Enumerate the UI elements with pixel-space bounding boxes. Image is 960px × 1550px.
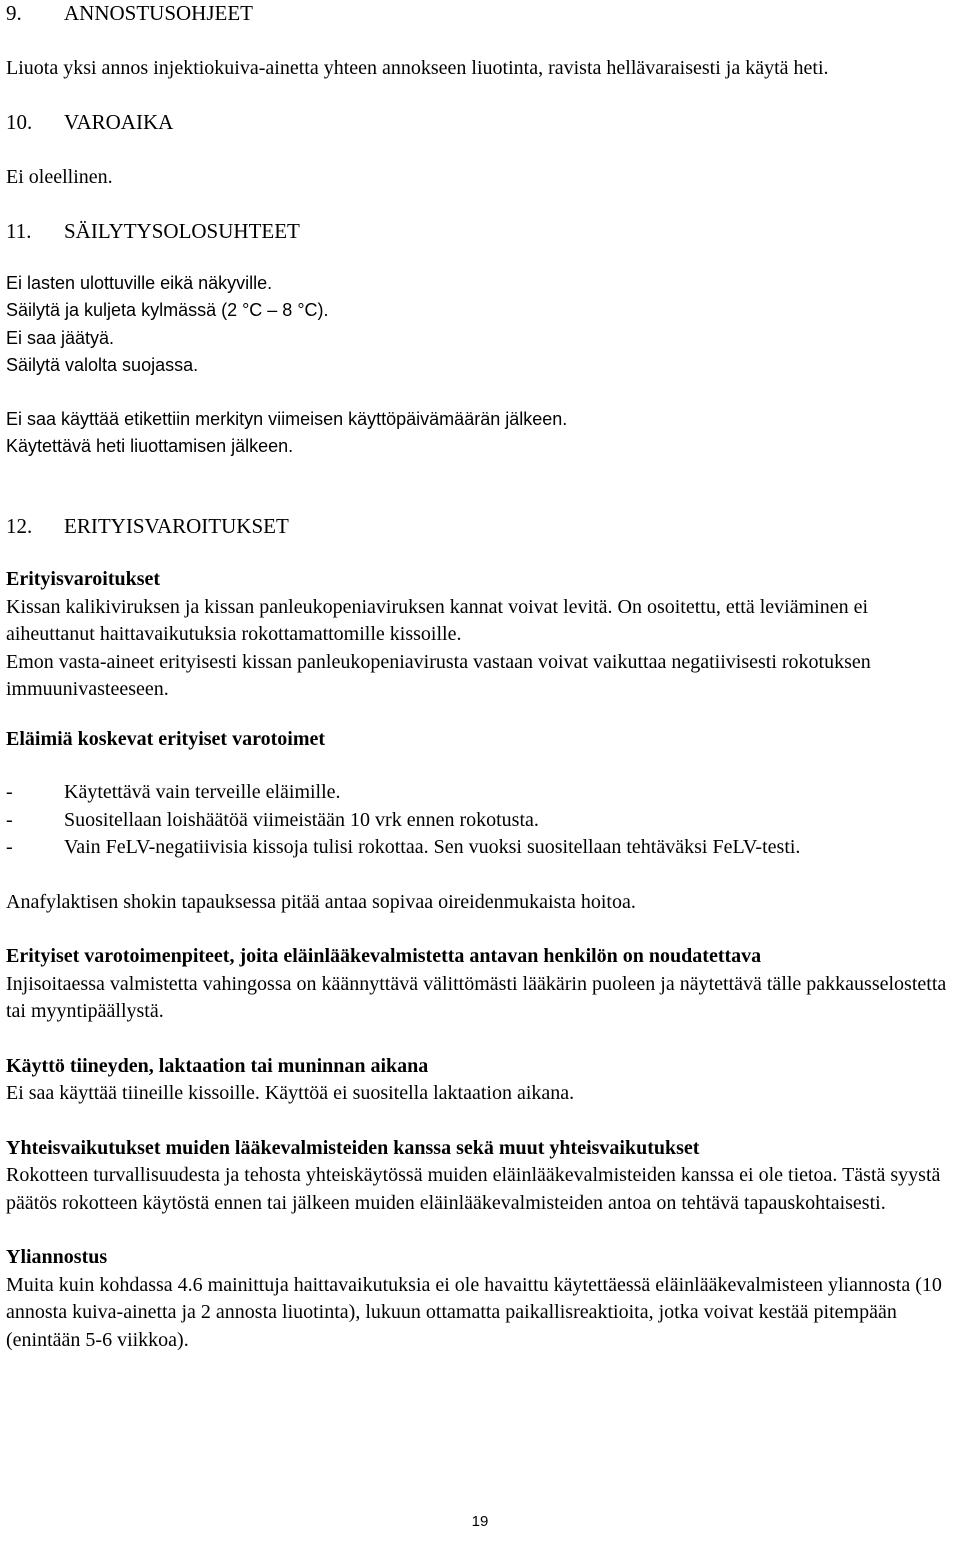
- subheading-special-warnings: Erityisvaroitukset: [6, 568, 161, 590]
- list-item: [6, 834, 954, 862]
- precautions-list: [6, 779, 954, 862]
- paragraph: Anafylaktisen shokin tapauksessa pitää antaa sopivaa oireidenmukaista hoitoa.: [6, 890, 636, 913]
- bullet-dash: -: [6, 808, 13, 831]
- section-number: 11.: [6, 219, 32, 243]
- storage-line: Käytettävä heti liuottamisen jälkeen.: [6, 436, 294, 456]
- section-11-heading: [6, 218, 954, 246]
- section-title: ERITYISVAROITUKSET: [64, 513, 289, 538]
- storage-line: Ei saa jäätyä.: [6, 327, 115, 348]
- section-number: 10.: [6, 110, 33, 134]
- section-9-heading: [6, 0, 954, 28]
- list-item: [6, 779, 954, 807]
- section-title: SÄILYTYSOLOSUHTEET: [64, 219, 300, 243]
- storage-conditions: [6, 270, 954, 461]
- section-10-heading: [6, 109, 954, 137]
- subheading-interactions: Yhteisvaikutukset muiden lääkevalmisteiden kanssa sekä muut yhteisvaikutukset: [6, 1136, 700, 1159]
- section-12-heading: [6, 513, 954, 541]
- paragraph: Emon vasta-aineet erityisesti kissan panleukopeniavirusta vastaan voivat vaikuttaa negatiivisesti rokotuksen immuunivasteeseen.: [6, 650, 871, 700]
- storage-line: Säilytä ja kuljeta kylmässä (2 °C – 8 °C).: [6, 300, 329, 320]
- section-number: 12.: [6, 513, 33, 538]
- paragraph: Rokotteen turvallisuudesta ja tehosta yhteiskäytössä muiden eläinlääkevalmisteiden kanssa ei ole tietoa. Tästä syystä päätös rokotteen käytöstä ennen tai jälkeen muiden eläinlääkevalmisteiden antoa on tehtävä tapauskohtaisesti.: [6, 1164, 941, 1214]
- bullet-dash: -: [6, 836, 13, 858]
- paragraph: Kissan kalikiviruksen ja kissan panleukopeniaviruksen kannat voivat levitä. On osoitettu, että leviäminen ei aiheuttanut haittavaikutuksia rokottamattomille kissoille.: [6, 595, 869, 645]
- paragraph: Ei saa käyttää tiineille kissoille. Käyttöä ei suositella laktaation aikana.: [6, 1082, 575, 1104]
- storage-line: Ei lasten ulottuville eikä näkyville.: [6, 272, 273, 293]
- section-title: VAROAIKA: [64, 110, 174, 134]
- section-title: ANNOSTUSOHJEET: [64, 1, 253, 25]
- section-number: 9.: [6, 1, 22, 25]
- section-10-text: Ei oleellinen.: [6, 165, 113, 188]
- list-item-text: Käytettävä vain terveille eläimille.: [64, 781, 341, 803]
- page-number: 19: [471, 1513, 489, 1530]
- list-item: [6, 807, 954, 835]
- storage-line: Ei saa käyttää etikettiin merkityn viimeisen käyttöpäivämäärän jälkeen.: [6, 408, 568, 429]
- paragraph: Muita kuin kohdassa 4.6 mainittuja haittavaikutuksia ei ole havaittu käytettäessä eläinlääkevalmisteen yliannosta (10 annosta kuiva-ainetta ja 2 annosta liuotinta), lukuun ottamatta paikallisreaktioita, jotka voivat kestää pitempään (enintään 5-6 viikkoa).: [6, 1273, 942, 1351]
- list-item-text: Suositellaan loishäätöä viimeistään 10 vrk ennen rokotusta.: [64, 808, 539, 831]
- subheading-user-precautions: Erityiset varotoimenpiteet, joita eläinlääkevalmistetta antavan henkilön on noudatettava: [6, 945, 762, 967]
- subheading-pregnancy: Käyttö tiineyden, laktaation tai muninnan aikana: [6, 1054, 429, 1077]
- subheading-overdose: Yliannostus: [6, 1246, 108, 1268]
- bullet-dash: -: [6, 781, 13, 803]
- paragraph: Injisoitaessa valmistetta vahingossa on käännyttävä välittömästi lääkärin puoleen ja näytettävä tälle pakkausselostetta tai myyntipäällystä.: [6, 972, 947, 1022]
- storage-line: Säilytä valolta suojassa.: [6, 355, 199, 375]
- section-9-text: Liuota yksi annos injektiokuiva-ainetta yhteen annokseen liuotinta, ravista hellävaraisesti ja käytä heti.: [6, 56, 829, 79]
- list-item-text: Vain FeLV-negatiivisia kissoja tulisi rokottaa. Sen vuoksi suositellaan tehtäväksi FeLV-testi.: [64, 836, 801, 858]
- subheading-animal-precautions: Eläimiä koskevat erityiset varotoimet: [6, 727, 326, 750]
